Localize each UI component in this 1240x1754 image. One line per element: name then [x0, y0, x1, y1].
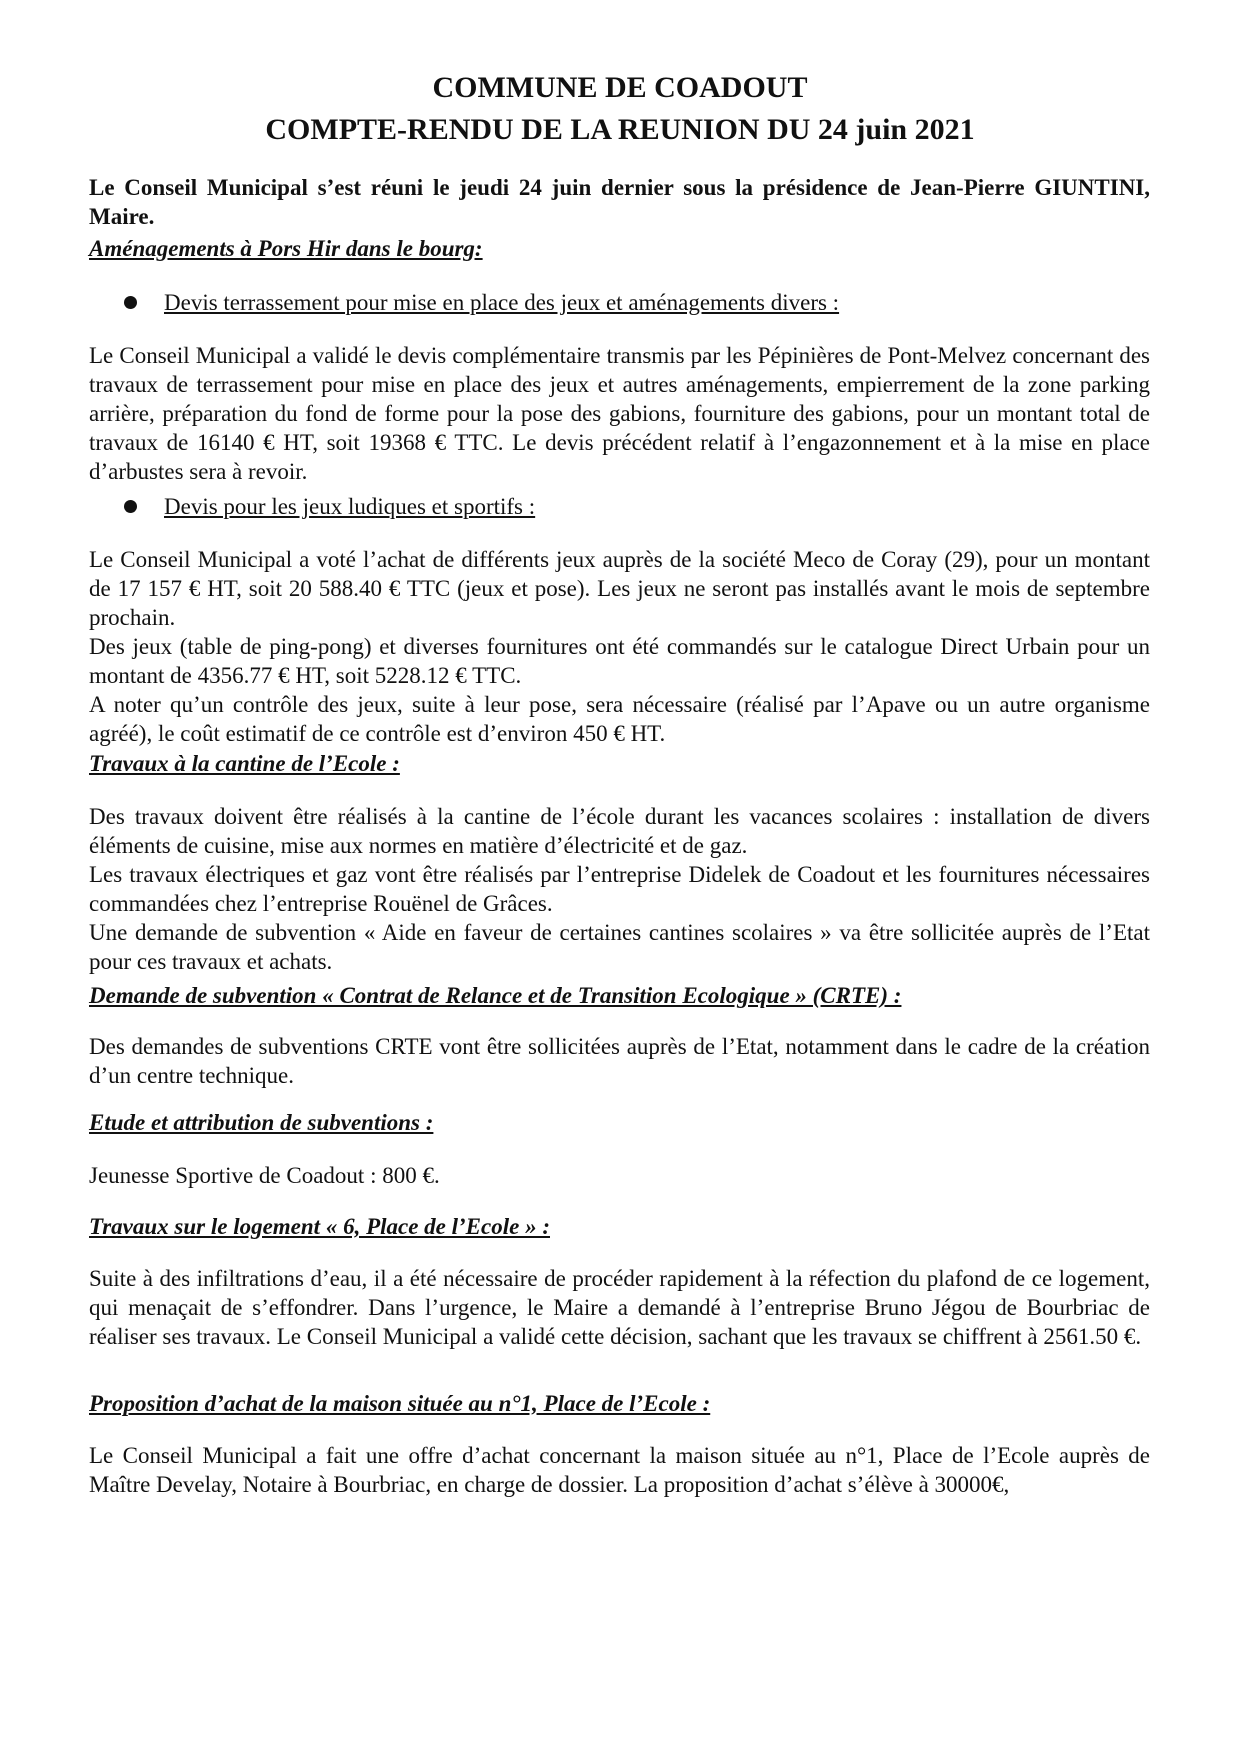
paragraph-text: Le Conseil Municipal a voté l’achat de différents jeux auprès de la société Meco de Coray (29), pour un montant de 17 157 € HT, soit 20 588.40 € TTC (jeux et pose). Les jeux ne seront pas installés avant le mois de septembre prochain. — [89, 547, 1150, 630]
paragraph-jeux — [89, 545, 1150, 748]
paragraph-text: A noter qu’un contrôle des jeux, suite à leur pose, sera nécessaire (réalisé par l’Apave ou un autre organisme agréé), le coût estimatif de ce contrôle est d’environ 450 € HT. — [89, 692, 1150, 746]
paragraph-text: Les travaux électriques et gaz vont être réalisés par l’entreprise Didelek de Coadout et les fournitures nécessaires commandées chez l’entreprise Rouënel de Grâces. — [89, 862, 1150, 916]
paragraph-cantine — [89, 802, 1150, 976]
section-heading-amenagements: Aménagements à Pors Hir dans le bourg: — [89, 236, 483, 261]
bullet-label: Devis terrassement pour mise en place des jeux et aménagements divers : — [164, 290, 840, 315]
bullet-icon — [124, 500, 137, 513]
paragraph-crte — [89, 1032, 1150, 1090]
section-heading-subventions: Etude et attribution de subventions : — [89, 1110, 434, 1135]
paragraph-maison — [89, 1441, 1150, 1499]
paragraph-logement — [89, 1264, 1150, 1351]
paragraph-text: Jeunesse Sportive de Coadout : 800 €. — [89, 1163, 440, 1188]
paragraph-text: Des travaux doivent être réalisés à la cantine de l’école durant les vacances scolaires : installation de divers éléments de cuisine, mise aux normes en matière d’électricité et de gaz. — [89, 804, 1150, 858]
paragraph-text: Suite à des infiltrations d’eau, il a été nécessaire de procéder rapidement à la réfection du plafond de ce logement, qui menaçait de s’effondrer. Dans l’urgence, le Maire a demandé à l’entreprise Bruno Jégou de Bourbriac de réaliser ses travaux. Le Conseil Municipal a validé cette décision, sachant que les travaux se chiffrent à 2561.50 €. — [89, 1266, 1150, 1349]
bullet-icon — [124, 296, 137, 309]
paragraph-text: Le Conseil Municipal a fait une offre d’achat concernant la maison située au n°1, Place de l’Ecole auprès de Maître Develay, Notaire à Bourbriac, en charge de dossier. La proposition d’achat s’élève à 30000€, — [89, 1443, 1150, 1497]
section-heading-cantine: Travaux à la cantine de l’Ecole : — [89, 751, 400, 776]
section-heading-logement: Travaux sur le logement « 6, Place de l’Ecole » : — [89, 1214, 550, 1239]
intro-paragraph: Le Conseil Municipal s’est réuni le jeudi 24 juin dernier sous la présidence de Jean-Pierre GIUNTINI, Maire. — [89, 175, 1150, 229]
paragraph-subventions — [89, 1161, 1150, 1190]
bullet-label: Devis pour les jeux ludiques et sportifs : — [164, 494, 536, 519]
document-title: COMMUNE DE COADOUT — [432, 71, 808, 104]
paragraph-text: Des jeux (table de ping-pong) et diverses fournitures ont été commandés sur le catalogue Direct Urbain pour un montant de 4356.77 € HT, soit 5228.12 € TTC. — [89, 634, 1150, 688]
document-subtitle: COMPTE-RENDU DE LA REUNION DU 24 juin 2021 — [265, 113, 975, 146]
paragraph-text: Le Conseil Municipal a validé le devis complémentaire transmis par les Pépinières de Pont-Melvez concernant des travaux de terrassement pour mise en place des jeux et autres aménagements, empierrement de la zone parking arrière, préparation du fond de forme pour la pose des gabions, fourniture des gabions, pour un montant total de travaux de 16140 € HT, soit 19368 € TTC. Le devis précédent relatif à l’engazonnement et à la mise en place d’arbustes sera à revoir. — [89, 343, 1150, 484]
section-heading-crte: Demande de subvention « Contrat de Relance et de Transition Ecologique » (CRTE) : — [89, 983, 902, 1008]
paragraph-devis-terrassement — [89, 341, 1150, 486]
paragraph-text: Des demandes de subventions CRTE vont être sollicitées auprès de l’Etat, notamment dans le cadre de la création d’un centre technique. — [89, 1034, 1150, 1088]
section-heading-maison: Proposition d’achat de la maison située au n°1, Place de l’Ecole : — [89, 1391, 711, 1416]
paragraph-text: Une demande de subvention « Aide en faveur de certaines cantines scolaires » va être sollicitée auprès de l’Etat pour ces travaux et achats. — [89, 920, 1150, 974]
